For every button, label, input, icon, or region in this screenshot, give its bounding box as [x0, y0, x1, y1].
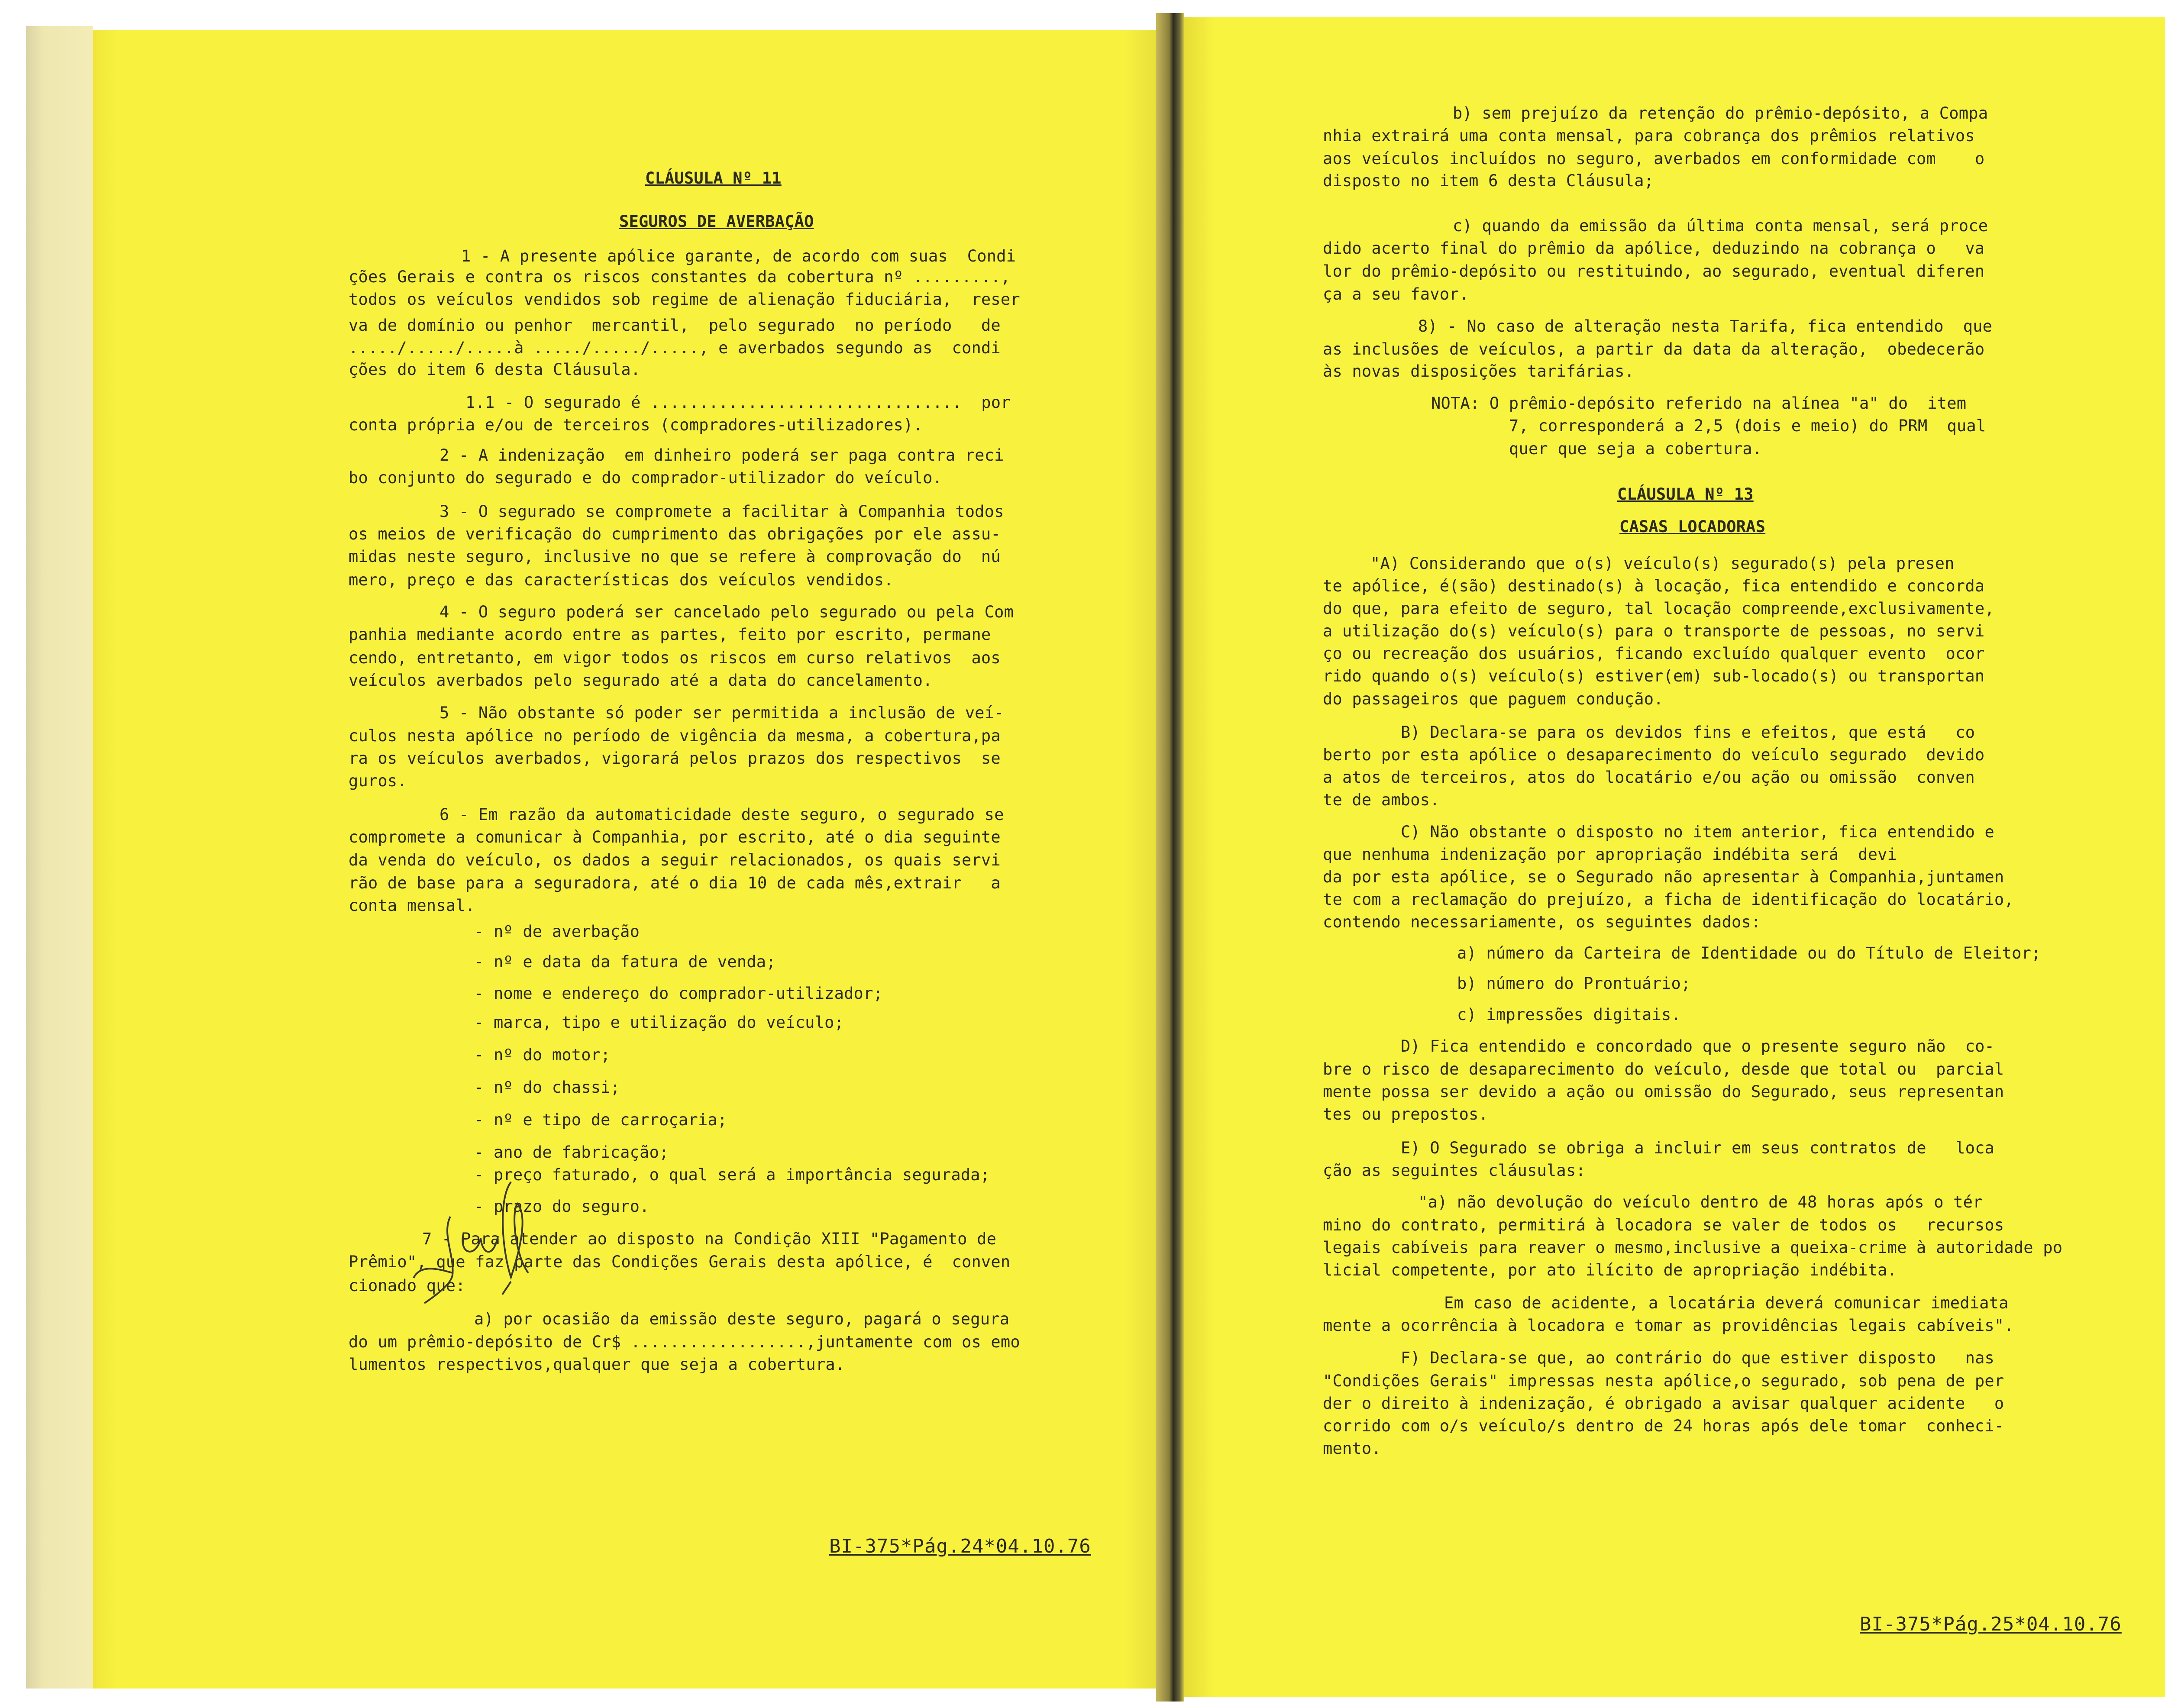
text-line: 7 - Para atender ao disposto na Condição XIII "Pagamento de — [422, 1230, 997, 1248]
page-edge — [26, 26, 93, 1689]
text-line: os meios de verificação do cumprimento das obrigações por ele assu- — [349, 525, 1001, 543]
text-line: 3 - O segurado se compromete a facilitar à Companhia todos — [439, 502, 1004, 521]
text-line: a atos de terceiros, atos do locatário e/ou ação ou omissão conven — [1323, 768, 1975, 787]
text-line: cionado que: — [349, 1276, 465, 1295]
text-line: mino do contrato, permitirá à locadora se valer de todos os recursos — [1323, 1216, 2004, 1234]
text-line: F) Declara-se que, ao contrário do que estiver disposto nas — [1401, 1349, 1995, 1367]
text-line: 6 - Em razão da automaticidade deste seguro, o segurado se — [439, 805, 1004, 824]
text-line: mente a ocorrência à locadora e tomar as providências legais cabíveis". — [1323, 1316, 2014, 1335]
right-page — [1184, 17, 2165, 1697]
text-line: berto por esta apólice o desaparecimento do veículo segurado devido — [1323, 746, 1985, 764]
text-line: panhia mediante acordo entre as partes, feito por escrito, permane — [349, 625, 991, 644]
text-line: todos os veículos vendidos sob regime de alienação fiduciária, reser — [349, 290, 1020, 309]
text-line: mento. — [1323, 1439, 1381, 1458]
text-line: compromete a comunicar à Companhia, por escrito, até o dia seguinte — [349, 828, 1001, 846]
page-footer: BI-375*Pág.24*04.10.76 — [829, 1535, 1091, 1557]
text-line: cendo, entretanto, em vigor todos os riscos em curso relativos aos — [349, 649, 1001, 667]
text-line: ção as seguintes cláusulas: — [1323, 1161, 1586, 1180]
left-page-text — [93, 30, 1156, 1689]
text-line: da venda do veículo, os dados a seguir relacionados, os quais servi — [349, 851, 1001, 869]
text-line: 4 - O seguro poderá ser cancelado pelo segurado ou pela Com — [439, 603, 1014, 621]
text-line: 7, corresponderá a 2,5 (dois e meio) do PRM qual — [1509, 417, 1986, 435]
text-line: culos nesta apólice no período de vigência da mesma, a cobertura,pa — [349, 726, 1001, 745]
page-footer: BI-375*Pág.25*04.10.76 — [1860, 1613, 2122, 1635]
text-line: 8) - No caso de alteração nesta Tarifa, fica entendido que — [1418, 317, 1993, 336]
text-line: que nenhuma indenização por apropriação indébita será devi — [1323, 845, 1897, 864]
text-line: - marca, tipo e utilização do veículo; — [474, 1013, 844, 1032]
section-heading: CLÁUSULA Nº 11 — [645, 169, 782, 187]
text-line: - nº de averbação — [474, 922, 640, 941]
text-line: C) Não obstante o disposto no item anterior, fica entendido e — [1401, 823, 1995, 841]
text-line: "Condições Gerais" impressas nesta apólice,o segurado, sob pena de per — [1323, 1372, 2004, 1390]
text-line: D) Fica entendido e concordado que o presente seguro não co- — [1401, 1037, 1995, 1056]
text-line: disposto no item 6 desta Cláusula; — [1323, 171, 1654, 190]
text-line: ço ou recreação dos usuários, ficando excluído qualquer evento ocor — [1323, 644, 1985, 663]
text-line: licial competente, por ato ilícito de apropriação indébita. — [1323, 1261, 1897, 1279]
text-line: ra os veículos averbados, vigorará pelos prazos dos respectivos se — [349, 749, 1001, 768]
text-line: c) quando da emissão da última conta mensal, será proce — [1453, 216, 1988, 235]
text-line: Em caso de acidente, a locatária deverá comunicar imediata — [1444, 1294, 2009, 1312]
text-line: - nome e endereço do comprador-utilizador; — [474, 984, 883, 1003]
text-line: te com a reclamação do prejuízo, a ficha de identificação do locatário, — [1323, 890, 2014, 909]
text-line: conta própria e/ou de terceiros (compradores-utilizadores). — [349, 416, 923, 434]
text-line: - nº do motor; — [474, 1046, 611, 1064]
text-line: quer que seja a cobertura. — [1509, 439, 1762, 458]
text-line: bre o risco de desaparecimento do veículo, desde que total ou parcial — [1323, 1060, 2004, 1078]
text-line: 1 - A presente apólice garante, de acordo com suas Condi — [461, 247, 1016, 265]
text-line: lor do prêmio-depósito ou restituindo, ao segurado, eventual diferen — [1323, 262, 1985, 281]
section-heading: SEGUROS DE AVERBAÇÃO — [619, 212, 814, 231]
book-gutter — [1156, 13, 1184, 1702]
text-line: aos veículos incluídos no seguro, averbados em conformidade com o — [1323, 149, 1985, 168]
left-page — [93, 30, 1156, 1689]
section-heading: CLÁUSULA Nº 13 — [1617, 485, 1754, 504]
text-line: a) número da Carteira de Identidade ou do Título de Eleitor; — [1457, 944, 2041, 962]
text-line: - nº do chassi; — [474, 1078, 620, 1097]
text-line: Prêmio", que faz parte das Condições Gerais desta apólice, é conven — [349, 1253, 1011, 1271]
text-line: as inclusões de veículos, a partir da data da alteração, obedecerão — [1323, 340, 1985, 358]
text-line: B) Declara-se para os devidos fins e efeitos, que está co — [1401, 723, 1975, 742]
text-line: ções do item 6 desta Cláusula. — [349, 360, 641, 379]
text-line: b) número do Prontuário; — [1457, 974, 1691, 993]
text-line: te de ambos. — [1323, 791, 1440, 809]
text-line: da por esta apólice, se o Segurado não apresentar à Companhia,juntamen — [1323, 868, 2004, 886]
text-line: a) por ocasião da emissão deste seguro, pagará o segura — [474, 1310, 1010, 1328]
text-line: dido acerto final do prêmio da apólice, deduzindo na cobrança o va — [1323, 239, 1985, 258]
text-line: ções Gerais e contra os riscos constantes da cobertura nº ........., — [349, 268, 1011, 286]
text-line: - nº e tipo de carroçaria; — [474, 1111, 727, 1129]
text-line: mente possa ser devido a ação ou omissão do Segurado, seus representan — [1323, 1082, 2004, 1101]
right-page-text — [1184, 17, 2165, 1697]
handwritten-signature — [411, 1165, 550, 1308]
text-line: der o direito à indenização, é obrigado a avisar qualquer acidente o — [1323, 1394, 2004, 1413]
text-line: "a) não devolução do veículo dentro de 48 horas após o tér — [1418, 1193, 1983, 1211]
text-line: ça a seu favor. — [1323, 285, 1469, 304]
text-line: mero, preço e das características dos veículos vendidos. — [349, 571, 894, 589]
text-line: nhia extrairá uma conta mensal, para cobrança dos prêmios relativos — [1323, 126, 1975, 145]
text-line: - preço faturado, o qual será a importância segurada; — [474, 1166, 990, 1184]
text-line: - ano de fabricação; — [474, 1143, 669, 1162]
text-line: "A) Considerando que o(s) veículo(s) segurado(s) pela presen — [1370, 554, 1955, 573]
text-line: do que, para efeito de seguro, tal locação compreende,exclusivamente, — [1323, 599, 1994, 618]
text-line: às novas disposições tarifárias. — [1323, 362, 1635, 381]
text-line: tes ou prepostos. — [1323, 1105, 1489, 1124]
text-line: 1.1 - O segurado é ................................ por — [465, 393, 1011, 412]
text-line: legais cabíveis para reaver o mesmo,inclusive a queixa-crime à autoridade po — [1323, 1238, 2063, 1257]
text-line: a utilização do(s) veículo(s) para o transporte de pessoas, no servi — [1323, 622, 1985, 640]
text-line: 5 - Não obstante só poder ser permitida a inclusão de veí- — [439, 704, 1004, 722]
text-line: lumentos respectivos,qualquer que seja a cobertura. — [349, 1355, 845, 1374]
text-line: do um prêmio-depósito de Cr$ ..................,juntamente com os emo — [349, 1333, 1020, 1351]
text-line: contendo necessariamente, os seguintes dados: — [1323, 913, 1761, 931]
text-line: NOTA: O prêmio-depósito referido na alínea "a" do item — [1431, 394, 1967, 413]
text-line: ...../...../.....à ...../...../....., e averbados segundo as condi — [349, 339, 1001, 357]
text-line: - nº e data da fatura de venda; — [474, 952, 776, 971]
text-line: conta mensal. — [349, 896, 475, 915]
text-line: rido quando o(s) veículo(s) estiver(em) sub-locado(s) ou transportan — [1323, 667, 1985, 685]
text-line: bo conjunto do segurado e do comprador-utilizador do veículo. — [349, 468, 943, 487]
text-line: b) sem prejuízo da retenção do prêmio-depósito, a Compa — [1453, 104, 1988, 123]
text-line: guros. — [349, 772, 407, 790]
text-line: 2 - A indenização em dinheiro poderá ser paga contra reci — [439, 446, 1004, 465]
text-line: veículos averbados pelo segurado até a data do cancelamento. — [349, 671, 933, 690]
text-line: do passageiros que paguem condução. — [1323, 690, 1664, 708]
text-line: midas neste seguro, inclusive no que se refere à comprovação do nú — [349, 547, 1001, 566]
text-line: corrido com o/s veículo/s dentro de 24 horas após dele tomar conheci- — [1323, 1417, 2004, 1435]
text-line: va de domínio ou penhor mercantil, pelo segurado no período de — [349, 316, 1001, 335]
section-heading: CASAS LOCADORAS — [1619, 517, 1766, 536]
text-line: - prazo do seguro. — [474, 1197, 650, 1216]
text-line: c) impressões digitais. — [1457, 1005, 1681, 1024]
text-line: te apólice, é(são) destinado(s) à locação, fica entendido e concorda — [1323, 577, 1985, 595]
text-line: rão de base para a seguradora, até o dia 10 de cada mês,extrair a — [349, 874, 1001, 892]
text-line: E) O Segurado se obriga a incluir em seus contratos de loca — [1401, 1139, 1995, 1157]
